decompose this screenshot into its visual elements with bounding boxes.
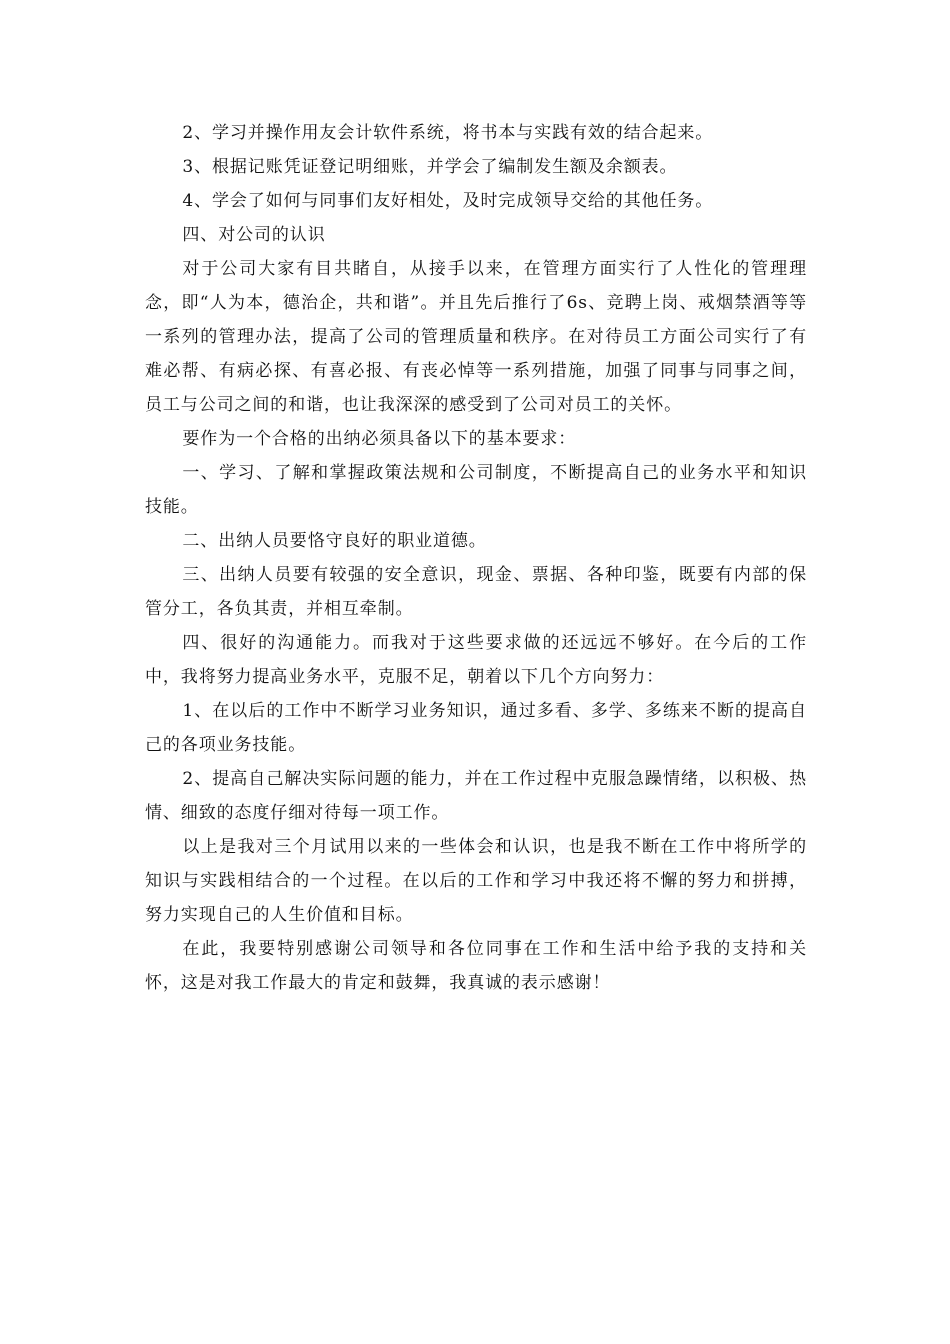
paragraph-summary: 以上是我对三个月试用以来的一些体会和认识，也是我不断在工作中将所学的知识与实践相结合的一个过程。在以后的工作和学习中我还将不懈的努力和拼搏，努力实现自己的人生价值和目标。 bbox=[145, 837, 807, 925]
paragraph-ledger-entries: 3、根据记账凭证登记明细账，并学会了编制发生额及余额表。 bbox=[182, 157, 678, 177]
paragraph-requirement-4: 四、很好的沟通能力。而我对于这些要求做的还远远不够好。在今后的工作中，我将努力提高业务水平，克服不足，朝着以下几个方向努力： bbox=[145, 633, 807, 687]
paragraph-requirement-3: 三、出纳人员要有较强的安全意识，现金、票据、各种印鉴，既要有内部的保管分工，各负其责，并相互牵制。 bbox=[145, 565, 807, 619]
paragraph-direction-2: 2、提高自己解决实际问题的能力，并在工作过程中克服急躁情绪，以积极、热情、细致的态度仔细对待每一项工作。 bbox=[145, 769, 807, 823]
paragraph-requirement-2: 二、出纳人员要恪守良好的职业道德。 bbox=[182, 531, 487, 551]
paragraph-study-accounting-software: 2、学习并操作用友会计软件系统，将书本与实践有效的结合起来。 bbox=[182, 123, 714, 143]
paragraph-requirement-1: 一、学习、了解和掌握政策法规和公司制度，不断提高自己的业务水平和知识技能。 bbox=[145, 463, 807, 517]
paragraph-thanks: 在此，我要特别感谢公司领导和各位同事在工作和生活中给予我的支持和关怀，这是对我工作最大的肯定和鼓舞，我真诚的表示感谢！ bbox=[145, 939, 807, 993]
section-heading-company-understanding: 四、对公司的认识 bbox=[182, 225, 326, 245]
paragraph-colleague-relations: 4、学会了如何与同事们友好相处，及时完成领导交给的其他任务。 bbox=[182, 191, 714, 211]
paragraph-company-management: 对于公司大家有目共睹自，从接手以来，在管理方面实行了人性化的管理理念，即“人为本，德治企，共和谐”。并且先后推行了6s、竞聘上岗、戒烟禁酒等等一系列的管理办法，提高了公司的管理质量和秩序。在对待员工方面公司实行了有难必帮、有病必探、有喜必报、有丧必悼等一系列措施，加强了同事与同事之间，员工与公司之间的和谐，也让我深深的感受到了公司对员工的关怀。 bbox=[145, 259, 807, 415]
paragraph-cashier-requirements-intro: 要作为一个合格的出纳必须具备以下的基本要求： bbox=[182, 429, 577, 449]
paragraph-direction-1: 1、在以后的工作中不断学习业务知识，通过多看、多学、多练来不断的提高自己的各项业务技能。 bbox=[145, 701, 807, 755]
document-page bbox=[145, 116, 807, 1000]
